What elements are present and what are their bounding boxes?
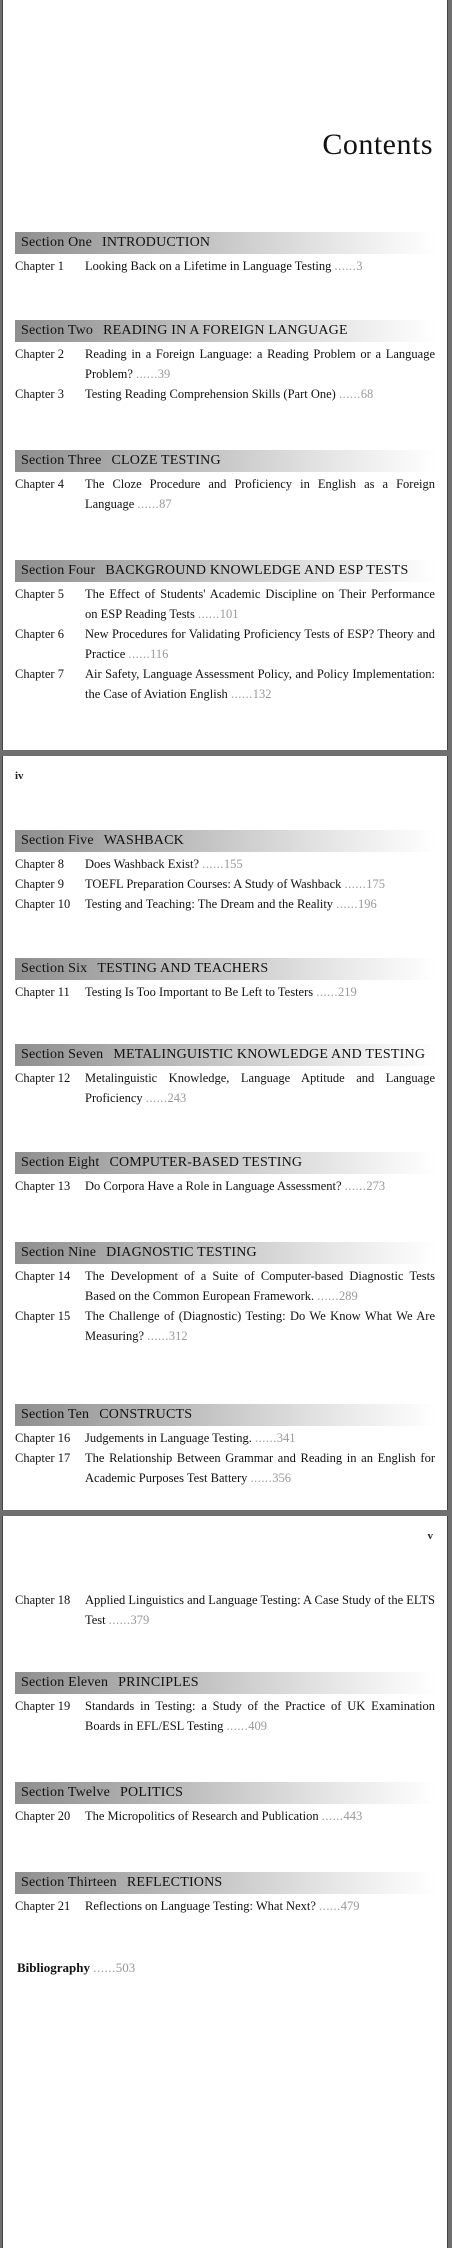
- section-number: Section Seven: [21, 1047, 104, 1062]
- section-heading: [15, 958, 437, 980]
- section-block: [15, 1672, 437, 1736]
- contents-page-1: [2, 0, 448, 750]
- chapter-title: Applied Linguistics and Language Testing: A Case Study of the ELTS Test: [85, 1593, 435, 1627]
- chapter-entry[interactable]: [15, 874, 437, 894]
- section-number: Section Twelve: [21, 1785, 111, 1800]
- chapter-label: Chapter 19: [15, 1699, 71, 1713]
- leader-dots: ......: [317, 1289, 339, 1303]
- chapter-label: Chapter 3: [15, 387, 64, 401]
- section-number: Section Four: [21, 563, 96, 578]
- leader-dots: ......: [255, 1431, 277, 1445]
- chapter-page: 68: [360, 387, 374, 401]
- chapter-entry[interactable]: [15, 894, 437, 914]
- section-name: CLOZE TESTING: [111, 453, 221, 468]
- section-block: [15, 830, 437, 914]
- chapter-entry[interactable]: [15, 256, 437, 276]
- section-name: COMPUTER-BASED TESTING: [109, 1155, 303, 1170]
- leader-dots: ......: [344, 877, 367, 891]
- section-number: Section Eleven: [21, 1675, 109, 1690]
- chapter-title: TOEFL Preparation Courses: A Study of Washback: [85, 877, 342, 891]
- chapter-page: 3: [356, 259, 363, 273]
- chapter-label: Chapter 15: [15, 1309, 71, 1323]
- section-block: [15, 1044, 437, 1108]
- section-block: [15, 1242, 437, 1346]
- section-heading: [15, 830, 437, 852]
- chapter-label: Chapter 18: [15, 1593, 71, 1607]
- chapter-page: 289: [339, 1289, 358, 1303]
- section-heading: [15, 560, 437, 582]
- section-block: [15, 450, 437, 514]
- chapter-title: Testing and Teaching: The Dream and the Reality: [85, 897, 334, 911]
- section-heading: [15, 450, 437, 472]
- chapter-title: Do Corpora Have a Role in Language Assessment?: [85, 1179, 342, 1193]
- section-block: [15, 1588, 437, 1630]
- chapter-entry[interactable]: [15, 1176, 437, 1196]
- chapter-entry[interactable]: [15, 624, 437, 664]
- section-block: [15, 958, 437, 1002]
- chapter-page: 479: [340, 1899, 360, 1913]
- section-block: [15, 560, 437, 704]
- chapter-entry[interactable]: [15, 584, 437, 624]
- chapter-entry[interactable]: [15, 1806, 437, 1826]
- leader-dots: ......: [321, 1809, 344, 1823]
- section-heading: [15, 1242, 437, 1264]
- section-heading: [15, 1872, 437, 1894]
- chapter-page: 312: [168, 1329, 188, 1343]
- chapter-page: 175: [366, 877, 386, 891]
- chapter-label: Chapter 21: [15, 1899, 71, 1913]
- section-block: [15, 232, 437, 276]
- chapter-entry[interactable]: [15, 344, 437, 384]
- chapter-page: 341: [276, 1431, 296, 1445]
- chapter-page: 243: [167, 1091, 187, 1105]
- chapter-title: The Effect of Students' Academic Discipline on Their Performance on ESP Reading Tests: [85, 587, 435, 621]
- bibliography-entry[interactable]: [17, 1960, 135, 1976]
- section-name: WASHBACK: [103, 833, 184, 848]
- leader-dots: ......: [334, 259, 357, 273]
- chapter-label: Chapter 9: [15, 877, 64, 891]
- section-name: INTRODUCTION: [102, 235, 211, 250]
- chapter-page: 101: [219, 607, 239, 621]
- section-number: Section Ten: [21, 1407, 90, 1422]
- chapter-entry[interactable]: [15, 1266, 437, 1306]
- leader-dots: ......: [128, 647, 151, 661]
- chapter-entry[interactable]: [15, 1428, 437, 1448]
- chapter-title: Testing Reading Comprehension Skills (Part One): [85, 387, 336, 401]
- section-number: Section Three: [21, 453, 102, 468]
- leader-dots: ......: [338, 387, 361, 401]
- chapter-page: 273: [366, 1179, 386, 1193]
- section-number: Section Eight: [21, 1155, 100, 1170]
- chapter-page: 356: [272, 1471, 292, 1485]
- chapter-label: Chapter 1: [15, 259, 64, 273]
- section-heading: [15, 1672, 437, 1694]
- section-number: Section Five: [21, 833, 94, 848]
- section-block: [15, 1152, 437, 1196]
- page-number: v: [427, 1530, 433, 1542]
- section-name: METALINGUISTIC KNOWLEDGE AND TESTING: [113, 1047, 426, 1062]
- chapter-entry[interactable]: [15, 854, 437, 874]
- leader-dots: ......: [198, 607, 220, 621]
- contents-page-3: [2, 1516, 448, 2248]
- contents-page-2: [2, 756, 448, 1510]
- leader-dots: ......: [145, 1091, 168, 1105]
- chapter-title: The Relationship Between Grammar and Reading in an English for Academic Purposes Test Battery: [85, 1451, 435, 1485]
- bibliography-label: Bibliography: [17, 1960, 90, 1975]
- chapter-label: Chapter 12: [15, 1071, 71, 1085]
- chapter-entry[interactable]: [15, 474, 437, 514]
- section-name: BACKGROUND KNOWLEDGE AND ESP TESTS: [105, 563, 409, 578]
- chapter-entry[interactable]: [15, 664, 437, 704]
- chapter-page: 87: [159, 497, 172, 511]
- section-block: [15, 1782, 437, 1826]
- chapter-page: 443: [343, 1809, 363, 1823]
- chapter-title: Testing Is Too Important to Be Left to Testers: [85, 985, 314, 999]
- section-block: [15, 1404, 437, 1488]
- section-block: [15, 1872, 437, 1916]
- chapter-page: 219: [338, 985, 357, 999]
- leader-dots: ......: [136, 367, 158, 381]
- section-block: [15, 320, 437, 404]
- leader-dots: ......: [147, 1329, 169, 1343]
- chapter-label: Chapter 20: [15, 1809, 71, 1823]
- section-number: Section Two: [21, 323, 94, 338]
- leader-dots: ......: [250, 1471, 273, 1485]
- section-number: Section One: [21, 235, 93, 250]
- chapter-entry[interactable]: [15, 1590, 437, 1630]
- leader-dots: ......: [230, 687, 253, 701]
- section-heading: [15, 1044, 437, 1066]
- section-name: DIAGNOSTIC TESTING: [106, 1245, 257, 1260]
- chapter-entry[interactable]: [15, 982, 437, 1002]
- chapter-label: Chapter 14: [15, 1269, 71, 1283]
- chapter-title: The Cloze Procedure and Proficiency in English as a Foreign Language: [85, 477, 435, 511]
- page-number: iv: [15, 770, 24, 782]
- section-number: Section Nine: [21, 1245, 97, 1260]
- chapter-title: Standards in Testing: a Study of the Practice of UK Examination Boards in EFL/ESL Testing: [85, 1699, 435, 1733]
- section-heading: [15, 320, 437, 342]
- chapter-entry[interactable]: [15, 1696, 437, 1736]
- section-name: READING IN A FOREIGN LANGUAGE: [103, 323, 348, 338]
- chapter-label: Chapter 11: [15, 985, 70, 999]
- chapter-label: Chapter 10: [15, 897, 71, 911]
- chapter-page: 155: [223, 857, 243, 871]
- leader-dots: ......: [137, 497, 160, 511]
- chapter-title: The Challenge of (Diagnostic) Testing: Do We Know What We Are Measuring?: [85, 1309, 435, 1343]
- chapter-title: New Procedures for Validating Proficiency Tests of ESP? Theory and Practice: [85, 627, 435, 661]
- leader-dots: ......: [316, 985, 338, 999]
- chapter-label: Chapter 7: [15, 667, 64, 681]
- section-name: TESTING AND TEACHERS: [97, 961, 269, 976]
- chapter-page: 132: [252, 687, 272, 701]
- section-heading: [15, 1152, 437, 1174]
- chapter-label: Chapter 2: [15, 347, 64, 361]
- section-heading: [15, 1782, 437, 1804]
- leader-dots: ......: [336, 897, 358, 911]
- chapter-title: The Micropolitics of Research and Publication: [85, 1809, 319, 1823]
- chapter-label: Chapter 17: [15, 1451, 71, 1465]
- section-heading: [15, 1404, 437, 1426]
- chapter-entry[interactable]: [15, 1306, 437, 1346]
- leader-dots: ......: [108, 1613, 131, 1627]
- chapter-label: Chapter 6: [15, 627, 64, 641]
- chapter-page: 196: [357, 897, 377, 911]
- chapter-entry[interactable]: [15, 384, 437, 404]
- leader-dots: ......: [202, 857, 224, 871]
- chapter-title: Judgements in Language Testing.: [85, 1431, 252, 1445]
- section-heading: [15, 232, 437, 254]
- bibliography-page: 503: [115, 1960, 136, 1975]
- contents-title: Contents: [322, 128, 433, 161]
- chapter-title: Reflections on Language Testing: What Next?: [85, 1899, 316, 1913]
- chapter-title: Metalinguistic Knowledge, Language Aptitude and Language Proficiency: [85, 1071, 435, 1105]
- chapter-title: Air Safety, Language Assessment Policy, and Policy Implementation: the Case of Aviation English: [85, 667, 435, 701]
- chapter-page: 116: [150, 647, 169, 661]
- leader-dots: ......: [319, 1899, 341, 1913]
- section-number: Section Thirteen: [21, 1875, 117, 1890]
- chapter-title: The Development of a Suite of Computer-based Diagnostic Tests Based on the Common European Framework.: [85, 1269, 435, 1303]
- leader-dots: ......: [344, 1179, 367, 1193]
- section-name: CONSTRUCTS: [99, 1407, 193, 1422]
- section-name: REFLECTIONS: [126, 1875, 223, 1890]
- section-number: Section Six: [21, 961, 88, 976]
- section-name: POLITICS: [120, 1785, 184, 1800]
- chapter-title: Looking Back on a Lifetime in Language Testing: [85, 259, 332, 273]
- chapter-label: Chapter 5: [15, 587, 64, 601]
- chapter-label: Chapter 8: [15, 857, 64, 871]
- chapter-label: Chapter 16: [15, 1431, 71, 1445]
- chapter-page: 379: [130, 1613, 150, 1627]
- chapter-page: 39: [157, 367, 171, 381]
- chapter-title: Reading in a Foreign Language: a Reading Problem or a Language Problem?: [85, 347, 435, 381]
- chapter-label: Chapter 13: [15, 1179, 71, 1193]
- section-name: PRINCIPLES: [118, 1675, 199, 1690]
- chapter-entry[interactable]: [15, 1448, 437, 1488]
- chapter-title: Does Washback Exist?: [85, 857, 200, 871]
- chapter-entry[interactable]: [15, 1068, 437, 1108]
- chapter-entry[interactable]: [15, 1896, 437, 1916]
- chapter-label: Chapter 4: [15, 477, 64, 491]
- chapter-page: 409: [248, 1719, 267, 1733]
- leader-dots: ......: [93, 1960, 116, 1975]
- leader-dots: ......: [226, 1719, 249, 1733]
